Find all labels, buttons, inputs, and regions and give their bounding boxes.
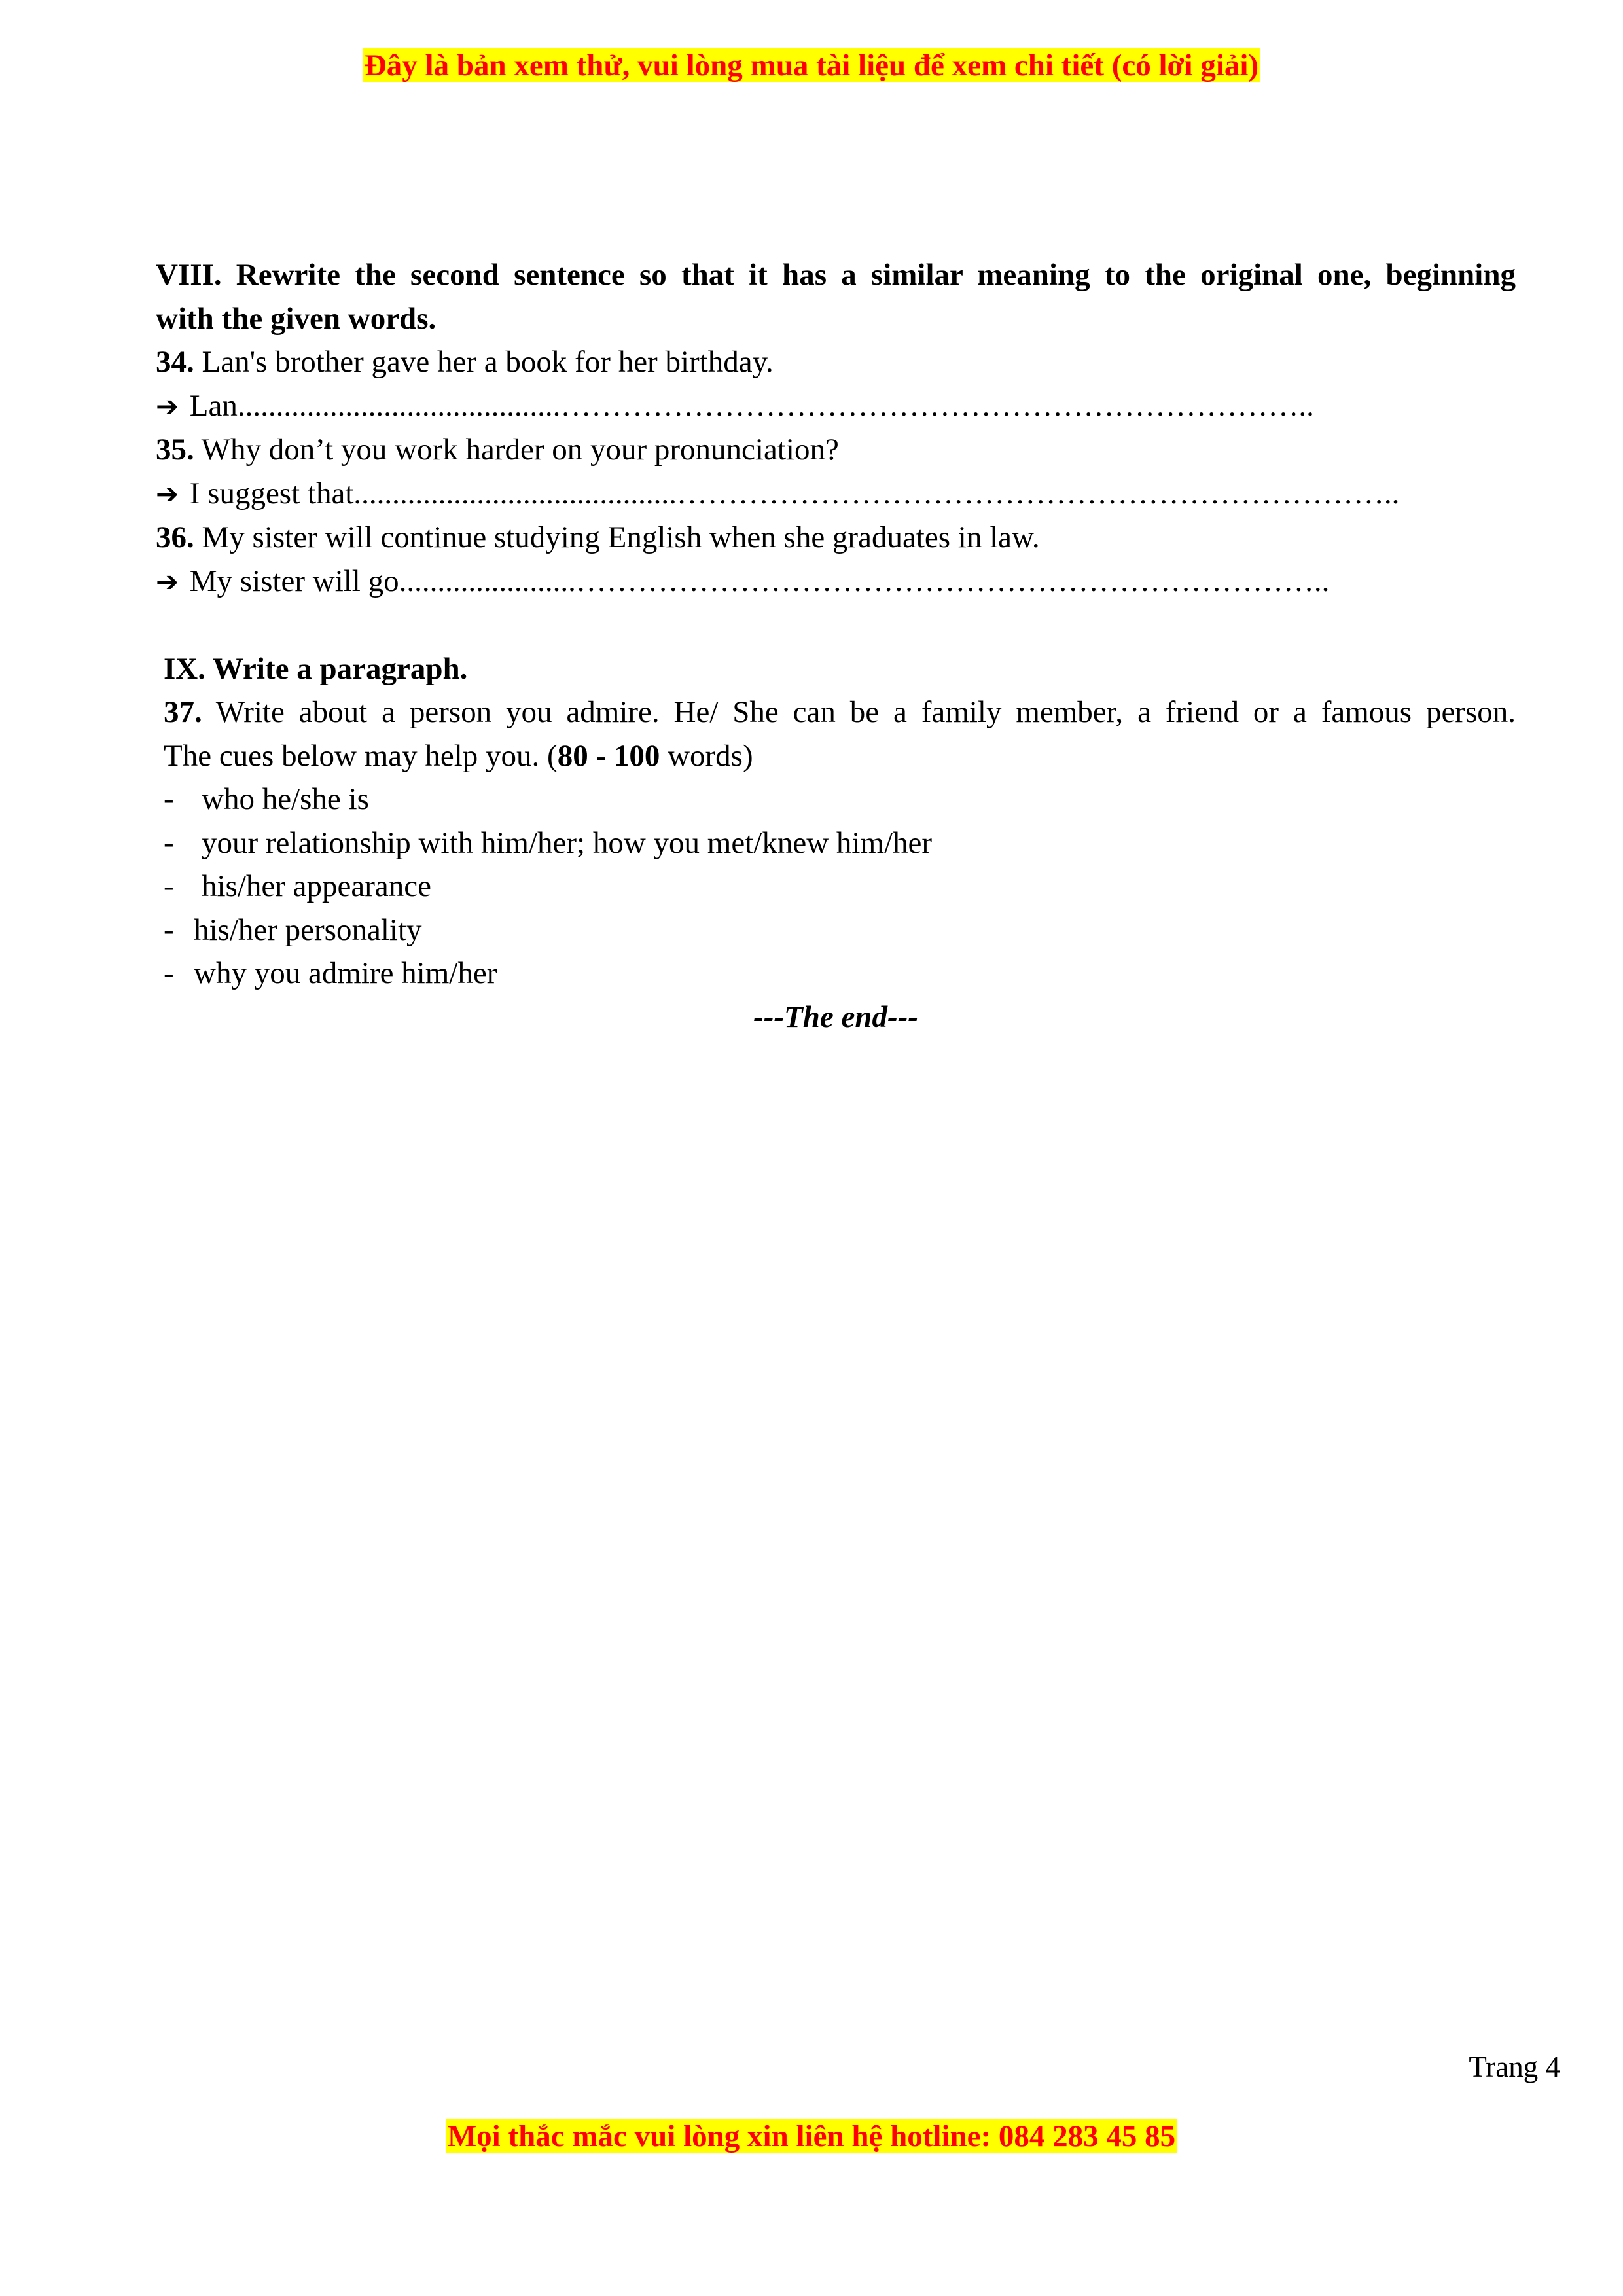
section-viii-heading-line2: with the given words. (156, 301, 437, 336)
bullet-marker: - (164, 869, 174, 903)
cue-item (156, 952, 1516, 996)
answer-line-34 (156, 384, 1516, 429)
arrow-icon: ➔ (156, 389, 179, 422)
arrow-icon: ➔ (156, 477, 179, 510)
answer-start: I suggest that (182, 476, 354, 511)
answer-blank: ..........................................…………………………………………………………….. (353, 476, 1400, 511)
question-34 (156, 340, 1516, 384)
bullet-marker: - (164, 825, 174, 860)
question-prompt: Write about a person you admire. He/ She can be a family member, a friend or a famous person. (202, 695, 1516, 729)
bullet-marker: - (164, 956, 174, 990)
answer-start: Lan (182, 388, 238, 423)
cue-item (156, 865, 1516, 908)
cue-item (156, 908, 1516, 952)
prompt-text: The cues below may help you. ( (164, 738, 558, 773)
question-number: 37. (164, 695, 202, 729)
question-number: 35. (156, 433, 194, 467)
answer-blank: .......................……………………………………………………………….. (399, 564, 1330, 598)
preview-notice-text: Đây là bản xem thử, vui lòng mua tài liệu để xem chi tiết (có lời giải) (364, 48, 1259, 82)
question-number: 36. (156, 520, 194, 554)
hotline-text: Mọi thắc mắc vui lòng xin liên hệ hotline: 084 283 45 85 (447, 2119, 1176, 2153)
cue-text: who he/she is (202, 782, 369, 816)
prompt-text-end: words) (660, 738, 753, 773)
question-37-line2 (156, 734, 1516, 778)
cue-text: his/her appearance (202, 869, 431, 903)
answer-line-35 (156, 472, 1516, 516)
question-number: 34. (156, 345, 194, 379)
document-body (156, 253, 1516, 1039)
bullet-marker: - (164, 782, 174, 816)
bullet-marker: - (164, 912, 174, 947)
preview-notice-banner (0, 46, 1623, 85)
answer-start: My sister will go (182, 564, 399, 598)
question-sentence: Why don’t you work harder on your pronunciation? (194, 433, 839, 467)
cue-text: why you admire him/her (194, 956, 497, 990)
question-36 (156, 516, 1516, 560)
spacer (156, 603, 1516, 647)
section-viii-heading-line1: VIII. Rewrite the second sentence so that it has a similar meaning to the original one, beginning (156, 258, 1516, 292)
arrow-icon: ➔ (156, 565, 179, 598)
cue-item (156, 821, 1516, 865)
answer-line-36 (156, 560, 1516, 604)
question-35 (156, 428, 1516, 472)
the-end: ---The end--- (753, 999, 918, 1034)
word-count: 80 - 100 (557, 738, 660, 773)
page-number: Trang 4 (1469, 2051, 1560, 2083)
answer-blank: ..........................................……………………………………………………………….. (237, 388, 1314, 423)
section-ix-heading: IX. Write a paragraph. (164, 651, 468, 686)
question-sentence: Lan's brother gave her a book for her birthday. (194, 345, 774, 379)
hotline-banner (0, 2117, 1623, 2156)
cue-text: his/her personality (194, 912, 422, 947)
question-sentence: My sister will continue studying English when she graduates in law. (194, 520, 1040, 554)
cue-item (156, 778, 1516, 821)
question-37-line1 (156, 691, 1516, 734)
cue-text: your relationship with him/her; how you met/knew him/her (202, 825, 933, 860)
